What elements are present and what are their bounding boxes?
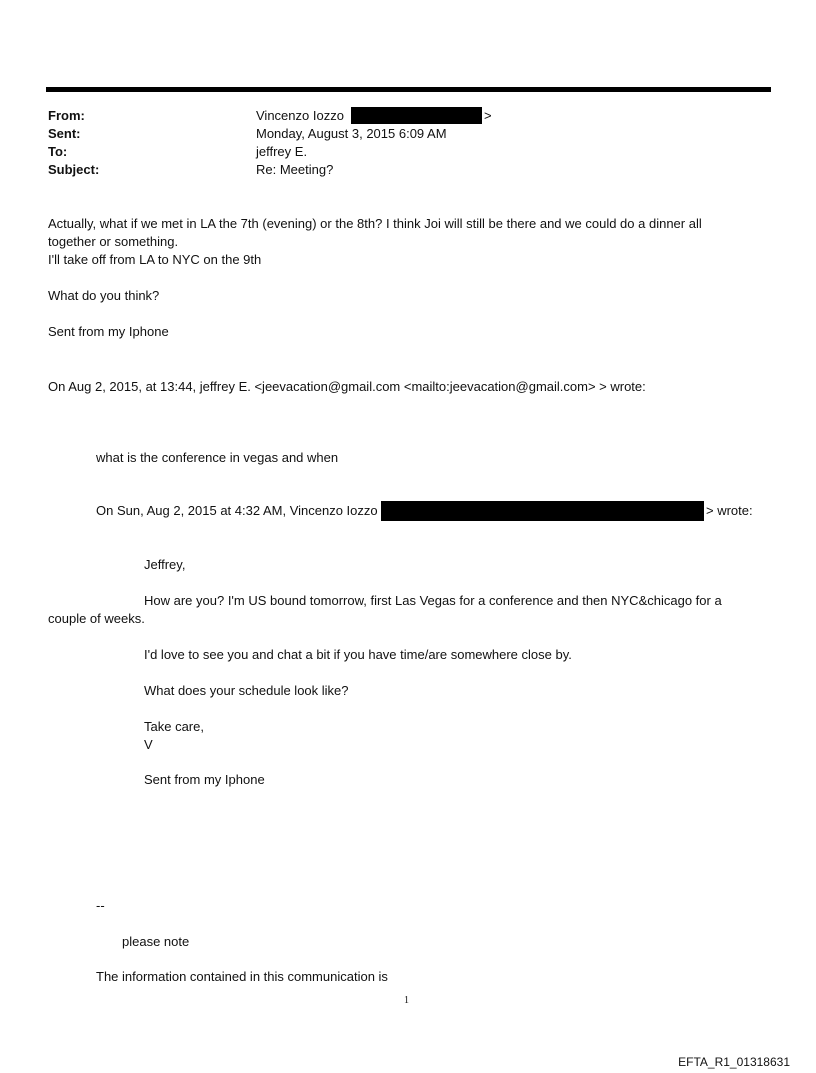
reply-signature: Sent from my Iphone bbox=[48, 324, 169, 339]
quote-signoff: Take care, bbox=[144, 719, 204, 734]
please-note: please note bbox=[122, 934, 190, 949]
quote-attribution: On Sun, Aug 2, 2015 at 4:32 AM, Vincenzo Iozzo bbox=[96, 503, 378, 518]
disclaimer-text: The information contained in this communication is bbox=[96, 969, 388, 984]
sent-value: Monday, August 3, 2015 6:09 AM bbox=[256, 126, 447, 141]
header-rule bbox=[46, 87, 771, 92]
subject-value: Re: Meeting? bbox=[256, 162, 334, 177]
subject-label: Subject: bbox=[48, 162, 100, 177]
quote-greeting: Jeffrey, bbox=[144, 557, 186, 572]
quote-paragraph: How are you? I'm US bound tomorrow, first Las Vegas for a conference and then NYC&chicago for a bbox=[144, 593, 722, 608]
from-suffix: > bbox=[484, 108, 492, 123]
quote-paragraph: couple of weeks. bbox=[48, 611, 145, 626]
reply-line: Actually, what if we met in LA the 7th (evening) or the 8th? I think Joi will still be there and we could do a dinner all bbox=[48, 216, 702, 231]
quote-attribution-suffix: > wrote: bbox=[706, 503, 753, 518]
quote-signature: Sent from my Iphone bbox=[144, 772, 265, 787]
document-id: EFTA_R1_01318631 bbox=[678, 1055, 790, 1069]
reply-line: together or something. bbox=[48, 234, 179, 249]
quote-attribution: On Aug 2, 2015, at 13:44, jeffrey E. <jeevacation@gmail.com <mailto:jeevacation@gmail.com> > wrote: bbox=[48, 379, 646, 394]
quote-body: what is the conference in vegas and when bbox=[96, 450, 339, 465]
quote-initial: V bbox=[144, 737, 153, 752]
signature-separator: -- bbox=[96, 898, 105, 913]
quote-paragraph: I'd love to see you and chat a bit if you have time/are somewhere close by. bbox=[144, 647, 572, 662]
to-value: jeffrey E. bbox=[256, 144, 308, 159]
page-number: 1 bbox=[404, 995, 409, 1006]
redaction-bar bbox=[351, 107, 482, 124]
reply-line: What do you think? bbox=[48, 288, 160, 303]
reply-line: I'll take off from LA to NYC on the 9th bbox=[48, 252, 262, 267]
quote-paragraph: What does your schedule look like? bbox=[144, 683, 349, 698]
from-value: Vincenzo Iozzo bbox=[256, 108, 344, 123]
redaction-bar bbox=[381, 501, 704, 521]
from-label: From: bbox=[48, 108, 85, 123]
to-label: To: bbox=[48, 144, 68, 159]
sent-label: Sent: bbox=[48, 126, 81, 141]
